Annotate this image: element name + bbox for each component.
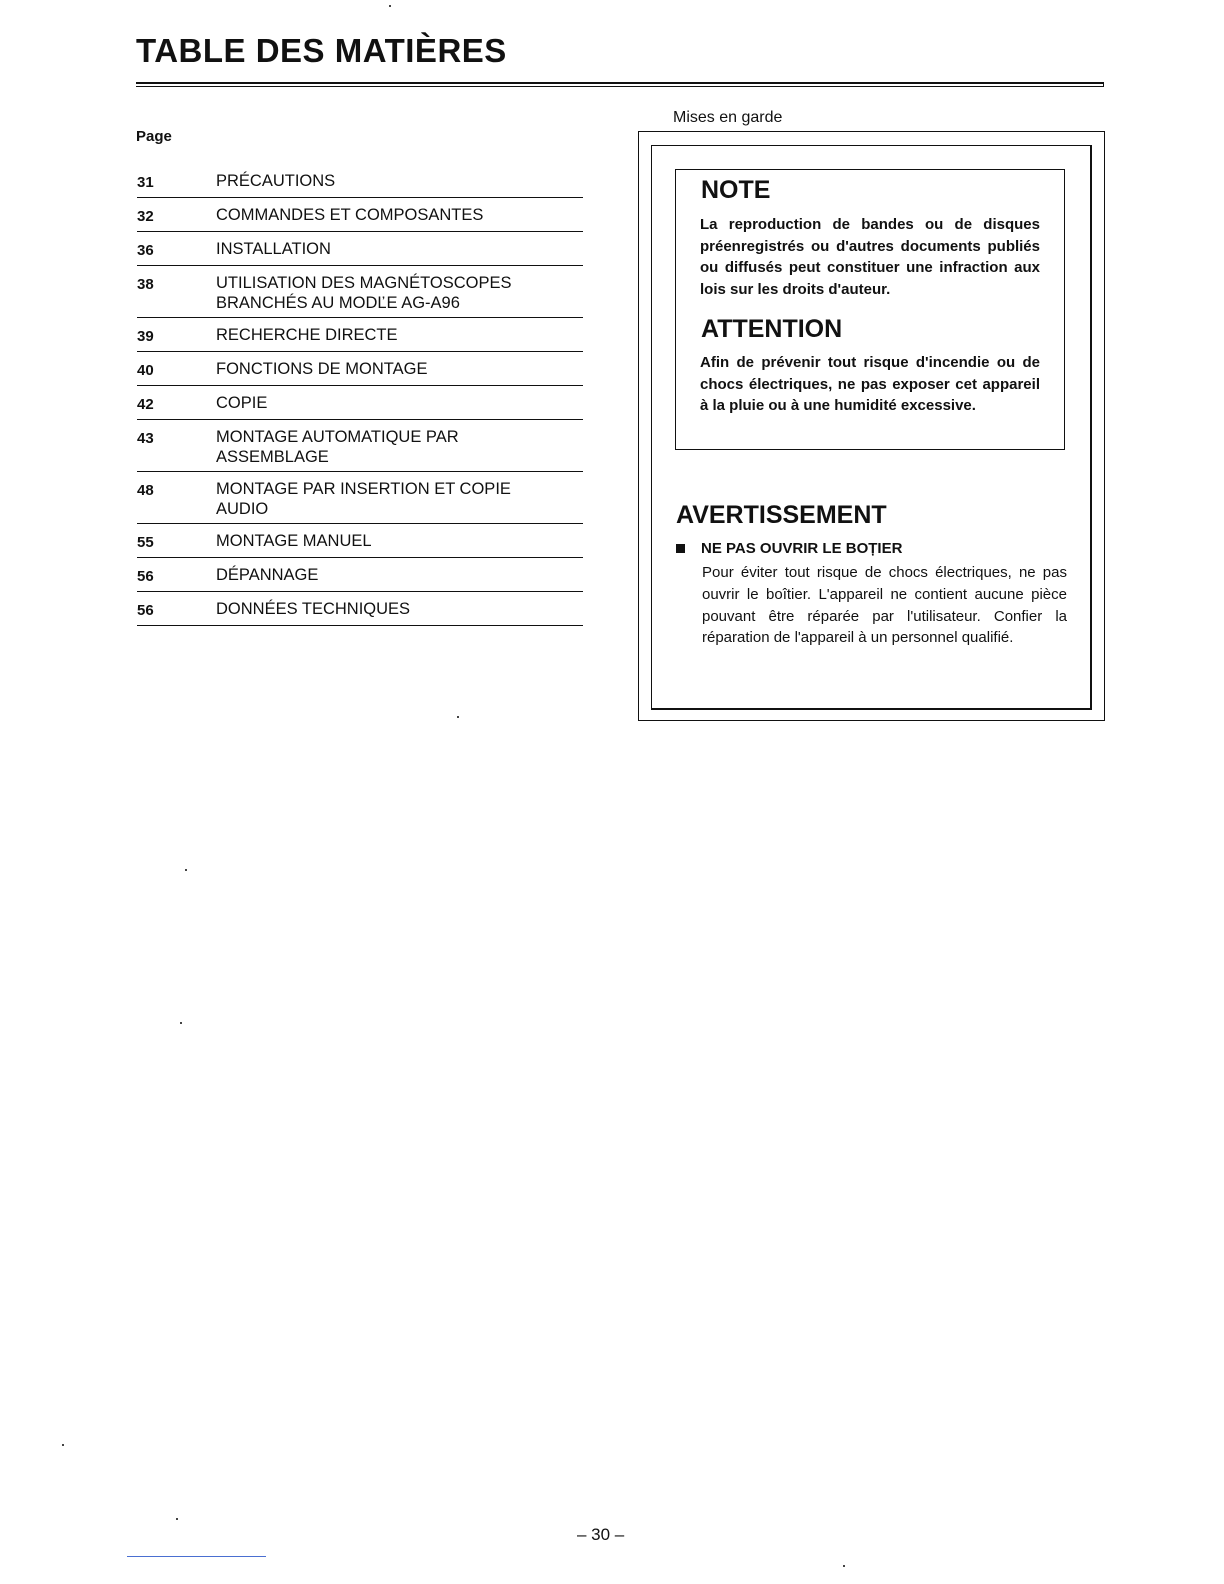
avertissement-text: Pour éviter tout risque de chocs électriques, ne pas ouvrir le boîtier. L'appareil ne contient aucune pièce pouvant être réparée par l'utilisateur. Confier la réparation de l'appareil à un personnel qualifié.: [702, 564, 1067, 647]
toc-row: [137, 524, 583, 558]
title-rule: [136, 82, 1104, 87]
toc-page-number: 39: [137, 328, 154, 345]
scan-speck: [62, 1444, 64, 1446]
attention-heading: ATTENTION: [701, 315, 843, 343]
toc-entry-title: MONTAGE MANUEL: [216, 532, 372, 550]
page-number: – 30 –: [577, 1525, 625, 1544]
toc-entry-title: RECHERCHE DIRECTE: [216, 326, 398, 344]
toc-page-number: 36: [137, 242, 154, 259]
avertissement-subheading: [676, 540, 902, 557]
toc-page-number: 56: [137, 602, 154, 619]
toc-row: [137, 198, 583, 232]
page-title: TABLE DES MATIÈRES: [136, 32, 507, 69]
toc-entry-title: PRÉCAUTIONS: [216, 172, 336, 190]
toc-entry-title: COPIE: [216, 394, 268, 412]
scan-edge-line: [127, 1556, 266, 1557]
scan-speck: [389, 5, 391, 7]
scan-speck: [185, 869, 187, 871]
toc-row: [137, 386, 583, 420]
toc-row: [137, 592, 583, 626]
toc-page-number: 56: [137, 568, 154, 585]
toc-row: [137, 164, 583, 198]
square-bullet-icon: [676, 544, 685, 553]
toc-entry-title: UTILISATION DES MAGNÉTOSCOPES BRANCHÉS AU MODĽE AG-A96: [216, 274, 512, 312]
warnings-caption: Mises en garde: [673, 109, 783, 126]
toc-row: [137, 232, 583, 266]
note-text: La reproduction de bandes ou de disques préenregistrés ou d'autres documents publiés ou diffusés peut constituer une infraction aux lois sur les droits d'auteur.: [700, 216, 1040, 298]
toc-entry-title: COMMANDES ET COMPOSANTES: [216, 206, 484, 224]
toc-row: [137, 472, 583, 524]
toc-entry-title: FONCTIONS DE MONTAGE: [216, 360, 428, 378]
avertissement-subheading-text: NE PAS OUVRIR LE BOȚIER: [701, 540, 903, 557]
toc-row: [137, 352, 583, 386]
toc-row: [137, 420, 583, 472]
toc-page-number: 32: [137, 208, 154, 225]
scan-speck: [457, 716, 459, 718]
toc-page-number: 43: [137, 430, 154, 447]
toc-page-number: 38: [137, 276, 154, 293]
toc-entry-title: DÉPANNAGE: [216, 566, 319, 584]
toc-page-number: 55: [137, 534, 154, 551]
toc-page-number: 48: [137, 482, 154, 499]
toc-page-number: 42: [137, 396, 154, 413]
attention-text: Afin de prévenir tout risque d'incendie ou de chocs électriques, ne pas exposer cet appareil à la pluie ou à une humidité excessive.: [700, 354, 1040, 414]
toc-row: [137, 558, 583, 592]
toc-page-number: 40: [137, 362, 154, 379]
toc-page-number: 31: [137, 174, 154, 191]
avertissement-heading: AVERTISSEMENT: [676, 501, 887, 529]
toc-entry-title: DONNÉES TECHNIQUES: [216, 600, 411, 618]
toc-row: [137, 266, 583, 318]
scan-speck: [176, 1518, 178, 1520]
toc-page-label: Page: [136, 128, 172, 145]
toc-entry-title: MONTAGE PAR INSERTION ET COPIE AUDIO: [216, 480, 511, 518]
toc-entry-title: MONTAGE AUTOMATIQUE PAR ASSEMBLAGE: [216, 428, 459, 466]
toc-row: [137, 318, 583, 352]
toc-entry-title: INSTALLATION: [216, 240, 331, 258]
note-heading: NOTE: [701, 176, 771, 204]
table-of-contents: [137, 164, 583, 626]
scan-speck: [843, 1565, 845, 1567]
scan-speck: [180, 1022, 182, 1024]
